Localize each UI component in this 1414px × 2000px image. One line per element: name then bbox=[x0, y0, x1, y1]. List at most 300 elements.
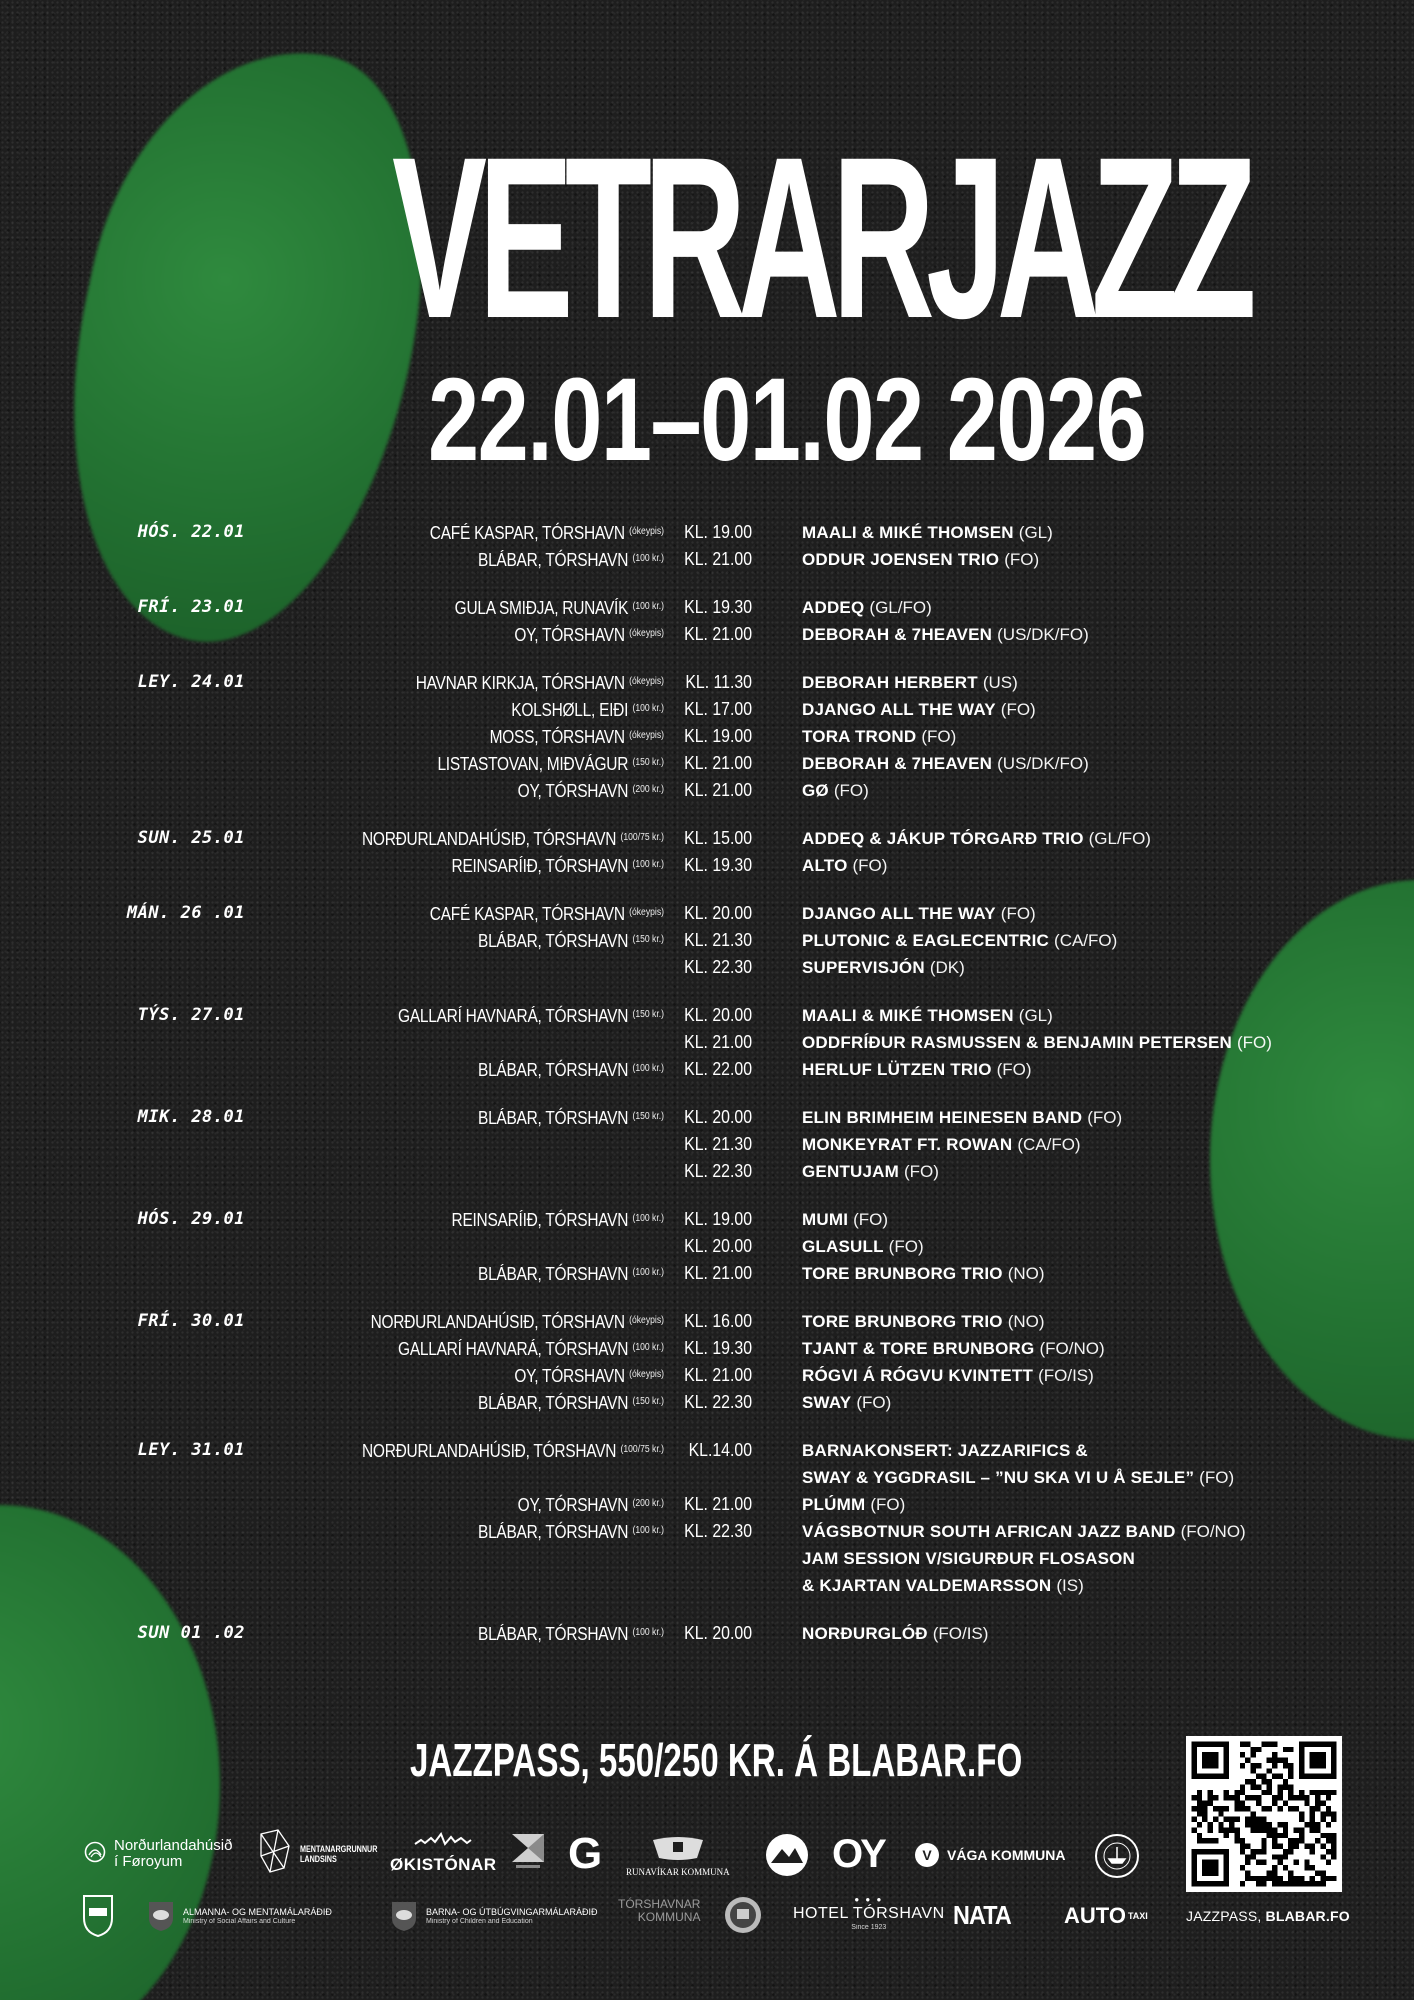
concert-time: KL. 21.00 bbox=[684, 1263, 752, 1283]
concert-time: KL. 20.00 bbox=[684, 903, 752, 923]
ticket-price: (ókeypis) bbox=[629, 1315, 664, 1326]
sponsor-hotel-hafnia bbox=[1094, 1833, 1140, 1879]
schedule-day bbox=[0, 1308, 1414, 1416]
schedule-day bbox=[0, 669, 1414, 804]
concert-time: KL. 21.30 bbox=[684, 930, 752, 950]
artist-cell bbox=[802, 1056, 1032, 1083]
concert-time: KL. 21.30 bbox=[684, 1134, 752, 1154]
artist-name: PLUTONIC & EAGLECENTRIC bbox=[802, 931, 1050, 950]
artist-country: (NO) bbox=[1007, 1312, 1045, 1331]
artist-country: (GL/FO) bbox=[869, 598, 932, 617]
ticket-price: (150 kr.) bbox=[632, 757, 664, 768]
venue-name: NORÐURLANDAHÚSIÐ, TÓRSHAVN bbox=[361, 1441, 617, 1461]
concert-row bbox=[0, 1206, 1414, 1233]
ticket-price: (100 kr.) bbox=[632, 859, 664, 870]
kk-logo-icon bbox=[512, 1834, 544, 1870]
artist-name: MUMI bbox=[802, 1210, 849, 1229]
day-label: MIK. 28.01 bbox=[137, 1107, 245, 1127]
concert-row bbox=[0, 696, 1414, 723]
sponsor-kk-logo bbox=[512, 1834, 544, 1870]
sponsor-barna-og-utbugvingarmalaradid: BARNA- OG ÚTBÚGVINGARMÁLARÁÐIÐ Ministry of Children and Education bbox=[390, 1900, 598, 1932]
artist-cell bbox=[802, 1518, 1246, 1545]
artist-cell bbox=[802, 1002, 1053, 1029]
venue-cell bbox=[93, 899, 664, 928]
concert-time: KL. 21.00 bbox=[684, 753, 752, 773]
sponsor-nordurlandahusid: Norðurlandahúsið í Føroyum bbox=[84, 1838, 232, 1870]
artist-cell bbox=[802, 927, 1117, 954]
sponsor-almanna-og-mentamalaradid: ALMANNA- OG MENTAMÁLARÁÐIÐ Ministry of Social Affairs and Culture bbox=[147, 1900, 332, 1932]
soundwave-icon bbox=[413, 1832, 473, 1853]
day-label: FRÍ. 23.01 bbox=[137, 597, 245, 617]
concert-row bbox=[0, 1389, 1414, 1416]
concert-row bbox=[0, 621, 1414, 648]
artist-country: (FO) bbox=[1000, 904, 1036, 923]
artist-cell bbox=[802, 1389, 891, 1416]
sponsor-runavikar-kommuna: RUNAVÍKAR KOMMUNA bbox=[626, 1836, 730, 1877]
artist-name: ODDUR JOENSEN TRIO bbox=[802, 550, 1000, 569]
concert-time: KL. 22.30 bbox=[684, 1521, 752, 1541]
artist-cell bbox=[802, 1464, 1234, 1491]
municipal-crest-icon bbox=[78, 1894, 118, 1938]
concert-time: KL. 22.00 bbox=[684, 1059, 752, 1079]
concert-row bbox=[0, 1056, 1414, 1083]
artist-name: ADDEQ bbox=[802, 598, 865, 617]
concert-row bbox=[0, 594, 1414, 621]
artist-cell bbox=[802, 825, 1151, 852]
jazzpass-qr-code[interactable] bbox=[1186, 1736, 1342, 1892]
artist-cell bbox=[802, 669, 1018, 696]
artist-country: (NO) bbox=[1007, 1264, 1045, 1283]
artist-country: (FO) bbox=[870, 1495, 906, 1514]
artist-country: (GL) bbox=[1018, 1006, 1053, 1025]
sponsor-auto-taxi: AUTO TAXI bbox=[1064, 1903, 1148, 1928]
venue-cell bbox=[93, 1259, 664, 1288]
concert-row bbox=[0, 1131, 1414, 1158]
artist-country: (FO) bbox=[856, 1393, 892, 1412]
venue-cell bbox=[93, 1544, 664, 1573]
artist-country: (CA/FO) bbox=[1017, 1135, 1081, 1154]
artist-cell bbox=[802, 1233, 924, 1260]
ticket-price: (100/75 kr.) bbox=[620, 1444, 664, 1455]
artist-country: (FO) bbox=[1237, 1033, 1272, 1052]
concert-row bbox=[0, 546, 1414, 573]
venue-cell bbox=[93, 593, 664, 622]
concert-schedule bbox=[0, 519, 1414, 1668]
artist-country: (FO/NO) bbox=[1180, 1522, 1246, 1541]
concert-row bbox=[0, 1233, 1414, 1260]
artist-country: (FO) bbox=[904, 1162, 939, 1181]
concert-row bbox=[0, 669, 1414, 696]
venue-name: REINSARÍIÐ, TÓRSHAVN bbox=[451, 1210, 629, 1230]
concert-row bbox=[0, 1335, 1414, 1362]
ticket-price: (100 kr.) bbox=[632, 1213, 664, 1224]
artist-country: (FO/NO) bbox=[1039, 1339, 1105, 1358]
concert-time: KL. 21.00 bbox=[684, 1032, 752, 1052]
sponsor-round-seal bbox=[724, 1896, 762, 1934]
artist-cell bbox=[802, 1362, 1094, 1389]
day-label: HÓS. 29.01 bbox=[137, 1209, 245, 1229]
ticket-price: (100 kr.) bbox=[632, 601, 664, 612]
mountain-circle-icon bbox=[765, 1833, 809, 1877]
artist-name: GØ bbox=[802, 781, 829, 800]
concert-row bbox=[0, 1158, 1414, 1185]
round-seal-icon bbox=[724, 1896, 762, 1934]
artist-name: GLASULL bbox=[802, 1237, 884, 1256]
artist-name: ADDEQ & JÁKUP TÓRGARÐ TRIO bbox=[802, 829, 1084, 848]
artist-name: HERLUF LÜTZEN TRIO bbox=[802, 1060, 992, 1079]
venue-cell bbox=[93, 668, 664, 697]
ticket-price: (ókeypis) bbox=[629, 1369, 664, 1380]
artist-country: (GL/FO) bbox=[1088, 829, 1151, 848]
concert-row bbox=[0, 927, 1414, 954]
artist-cell bbox=[802, 1206, 888, 1233]
jazzpass-banner: JAZZPASS, 550/250 KR. Á BLABAR.FO bbox=[410, 1734, 1023, 1786]
artist-country: (FO) bbox=[888, 1237, 924, 1256]
ticket-price: (ókeypis) bbox=[629, 526, 664, 537]
ticket-price: (100 kr.) bbox=[632, 1342, 664, 1353]
three-dots-icon: ● ● ● bbox=[854, 1895, 884, 1904]
concert-time: KL. 19.00 bbox=[684, 1209, 752, 1229]
concert-row bbox=[0, 1260, 1414, 1287]
schedule-day bbox=[0, 1206, 1414, 1287]
venue-name: CAFÉ KASPAR, TÓRSHAVN bbox=[429, 523, 625, 543]
artist-cell bbox=[802, 723, 956, 750]
concert-time: KL. 21.00 bbox=[684, 780, 752, 800]
artist-country: (FO/IS) bbox=[1038, 1366, 1094, 1385]
venue-cell bbox=[93, 851, 664, 880]
artist-country: (FO) bbox=[1087, 1108, 1123, 1127]
artist-name: DEBORAH & 7HEAVEN bbox=[802, 625, 993, 644]
sponsor-hotel-torshavn: ● ● ● HOTEL TÓRSHAVN Since 1923 bbox=[793, 1895, 945, 1931]
artist-name: JAM SESSION V/SIGURÐUR FLOSASON bbox=[802, 1549, 1136, 1568]
sponsor-vaga-kommuna: V VÁGA KOMMUNA bbox=[915, 1843, 1065, 1867]
venue-cell bbox=[93, 1388, 664, 1417]
schedule-day bbox=[0, 1002, 1414, 1083]
concert-time: KL. 22.30 bbox=[684, 1161, 752, 1181]
concert-time: KL. 20.00 bbox=[684, 1107, 752, 1127]
schedule-day bbox=[0, 1437, 1414, 1599]
concert-time: KL. 11.30 bbox=[685, 672, 752, 692]
concert-time: KL. 15.00 bbox=[684, 828, 752, 848]
venue-cell bbox=[93, 776, 664, 805]
artist-name: & KJARTAN VALDEMARSSON bbox=[802, 1576, 1052, 1595]
concert-time: KL. 21.00 bbox=[684, 624, 752, 644]
artist-name: GENTUJAM bbox=[802, 1162, 899, 1181]
venue-name: GALLARÍ HAVNARÁ, TÓRSHAVN bbox=[398, 1006, 629, 1026]
artist-cell bbox=[802, 1260, 1045, 1287]
venue-cell bbox=[93, 1490, 664, 1519]
artist-cell bbox=[802, 1308, 1045, 1335]
sponsor-torshavnar-kommuna: TÓRSHAVNAR KOMMUNA bbox=[618, 1897, 701, 1924]
sponsor-nata: NATA bbox=[953, 1900, 1011, 1930]
concert-row bbox=[0, 1464, 1414, 1491]
qr-caption: JAZZPASS, BLABAR.FO bbox=[1186, 1908, 1350, 1924]
artist-name: RÓGVI Á RÓGVU KVINTETT bbox=[802, 1366, 1034, 1385]
ram-shield-icon bbox=[147, 1900, 175, 1932]
venue-cell bbox=[93, 1571, 664, 1600]
nordic-house-icon bbox=[84, 1841, 106, 1868]
venue-name: CAFÉ KASPAR, TÓRSHAVN bbox=[429, 904, 625, 924]
venue-cell bbox=[93, 1463, 664, 1492]
sponsor-mountain-logo bbox=[765, 1833, 809, 1877]
day-label: LEY. 31.01 bbox=[137, 1440, 245, 1460]
concert-time: KL. 19.30 bbox=[684, 597, 752, 617]
ticket-price: (100 kr.) bbox=[632, 1267, 664, 1278]
artist-name: VÁGSBOTNUR SOUTH AFRICAN JAZZ BAND bbox=[802, 1522, 1176, 1541]
concert-row bbox=[0, 825, 1414, 852]
venue-cell bbox=[93, 1055, 664, 1084]
artist-cell bbox=[802, 594, 932, 621]
concert-row bbox=[0, 750, 1414, 777]
artist-name: NORÐURGLÓÐ bbox=[802, 1624, 928, 1643]
artist-cell bbox=[802, 696, 1036, 723]
venue-name: BLÁBAR, TÓRSHAVN bbox=[477, 1108, 629, 1128]
hotel-hafnia-badge-icon bbox=[1094, 1833, 1140, 1879]
venue-name: OY, TÓRSHAVN bbox=[517, 1495, 629, 1515]
artist-name: MONKEYRAT FT. ROWAN bbox=[802, 1135, 1013, 1154]
concert-row bbox=[0, 852, 1414, 879]
artist-country: (IS) bbox=[1056, 1576, 1084, 1595]
venue-cell bbox=[93, 1436, 664, 1465]
concert-row bbox=[0, 777, 1414, 804]
venue-name: BLÁBAR, TÓRSHAVN bbox=[477, 1624, 629, 1644]
artist-cell bbox=[802, 777, 869, 804]
day-label: MÁN. 26 .01 bbox=[126, 903, 245, 923]
artist-name: TORE BRUNBORG TRIO bbox=[802, 1312, 1003, 1331]
venue-cell bbox=[93, 545, 664, 574]
artist-name: PLÚMM bbox=[802, 1495, 866, 1514]
ticket-price: (100 kr.) bbox=[632, 1525, 664, 1536]
artist-cell bbox=[802, 621, 1089, 648]
artist-name: DJANGO ALL THE WAY bbox=[802, 700, 996, 719]
schedule-day bbox=[0, 519, 1414, 573]
concert-row bbox=[0, 900, 1414, 927]
artist-country: (DK) bbox=[929, 958, 965, 977]
artist-cell bbox=[802, 1545, 1140, 1572]
artist-cell bbox=[802, 900, 1036, 927]
artist-name: BARNAKONSERT: JAZZARIFICS & bbox=[802, 1441, 1088, 1460]
concert-time: KL. 19.00 bbox=[684, 522, 752, 542]
artist-country: (FO) bbox=[1004, 550, 1040, 569]
venue-name: GULA SMIÐJA, RUNAVÍK bbox=[454, 598, 629, 618]
venue-name: MOSS, TÓRSHAVN bbox=[489, 727, 625, 747]
ticket-price: (150 kr.) bbox=[632, 1009, 664, 1020]
venue-cell bbox=[93, 1361, 664, 1390]
mentanargrunnur-logo-icon bbox=[258, 1828, 292, 1879]
concert-row bbox=[0, 1308, 1414, 1335]
concert-row bbox=[0, 1029, 1414, 1056]
artist-cell bbox=[802, 1572, 1084, 1599]
day-label: HÓS. 22.01 bbox=[137, 522, 245, 542]
venue-name: REINSARÍIÐ, TÓRSHAVN bbox=[451, 856, 629, 876]
artist-cell bbox=[802, 546, 1039, 573]
ticket-price: (100 kr.) bbox=[632, 703, 664, 714]
artist-name: DEBORAH HERBERT bbox=[802, 673, 978, 692]
sponsor-mentanargrunnur: MENTANARGRUNNUR LANDSINS bbox=[258, 1828, 397, 1879]
venue-cell bbox=[93, 953, 664, 982]
artist-cell bbox=[802, 1620, 988, 1647]
venue-cell bbox=[93, 1334, 664, 1363]
artist-country: (US) bbox=[982, 673, 1018, 692]
venue-cell bbox=[93, 1307, 664, 1336]
concert-row bbox=[0, 723, 1414, 750]
ticket-price: (200 kr.) bbox=[632, 1498, 664, 1509]
artist-country: (US/DK/FO) bbox=[997, 754, 1089, 773]
artist-name: ODDFRÍÐUR RASMUSSEN & BENJAMIN PETERSEN bbox=[802, 1033, 1233, 1052]
concert-time: KL. 20.00 bbox=[684, 1236, 752, 1256]
day-label: SUN 01 .02 bbox=[137, 1623, 245, 1643]
ticket-price: (150 kr.) bbox=[632, 1396, 664, 1407]
concert-time: KL.14.00 bbox=[688, 1440, 752, 1460]
artist-cell bbox=[802, 519, 1053, 546]
concert-time: KL. 20.00 bbox=[684, 1005, 752, 1025]
festival-title: VETRARJAZZ bbox=[392, 109, 1248, 366]
concert-row bbox=[0, 1002, 1414, 1029]
venue-cell bbox=[93, 749, 664, 778]
concert-time: KL. 16.00 bbox=[684, 1311, 752, 1331]
venue-cell bbox=[93, 1205, 664, 1234]
venue-name: OY, TÓRSHAVN bbox=[514, 1366, 625, 1386]
artist-country: (GL) bbox=[1018, 523, 1053, 542]
concert-time: KL. 19.30 bbox=[684, 855, 752, 875]
venue-name: BLÁBAR, TÓRSHAVN bbox=[477, 1264, 629, 1284]
artist-cell bbox=[802, 954, 965, 981]
artist-name: MAALI & MIKÉ THOMSEN bbox=[802, 1006, 1014, 1025]
artist-country: (FO) bbox=[833, 781, 869, 800]
artist-name: TORA TROND bbox=[802, 727, 917, 746]
venue-cell bbox=[93, 1130, 664, 1159]
artist-name: DJANGO ALL THE WAY bbox=[802, 904, 996, 923]
ticket-price: (100 kr.) bbox=[632, 1627, 664, 1638]
artist-cell bbox=[802, 852, 887, 879]
artist-cell bbox=[802, 1491, 905, 1518]
artist-name: DEBORAH & 7HEAVEN bbox=[802, 754, 993, 773]
artist-name: ALTO bbox=[802, 856, 848, 875]
venue-name: BLÁBAR, TÓRSHAVN bbox=[477, 1522, 629, 1542]
artist-country: (FO) bbox=[996, 1060, 1032, 1079]
concert-row bbox=[0, 519, 1414, 546]
concert-time: KL. 21.00 bbox=[684, 1365, 752, 1385]
artist-cell bbox=[802, 1335, 1105, 1362]
venue-cell bbox=[93, 1232, 664, 1261]
venue-cell bbox=[93, 518, 664, 547]
venue-cell bbox=[93, 722, 664, 751]
venue-name: NORÐURLANDAHÚSIÐ, TÓRSHAVN bbox=[370, 1312, 625, 1332]
sponsor-municipal-crest bbox=[78, 1894, 118, 1938]
artist-name: SWAY & YGGDRASIL – ”NU SKA VI U Å SEJLE” bbox=[802, 1468, 1195, 1487]
artist-name: SWAY bbox=[802, 1393, 852, 1412]
venue-cell bbox=[93, 695, 664, 724]
schedule-day bbox=[0, 825, 1414, 879]
venue-name: HAVNAR KIRKJA, TÓRSHAVN bbox=[415, 673, 625, 693]
ticket-price: (100/75 kr.) bbox=[620, 832, 664, 843]
concert-time: KL. 21.00 bbox=[684, 1494, 752, 1514]
venue-name: GALLARÍ HAVNARÁ, TÓRSHAVN bbox=[398, 1339, 629, 1359]
concert-time: KL. 22.30 bbox=[684, 957, 752, 977]
schedule-day bbox=[0, 900, 1414, 981]
artist-country: (FO) bbox=[1199, 1468, 1235, 1487]
venue-cell bbox=[93, 1028, 664, 1057]
day-label: FRÍ. 30.01 bbox=[137, 1311, 245, 1331]
sponsor-oy: OY bbox=[832, 1832, 884, 1876]
runavik-crest-icon bbox=[651, 1836, 705, 1865]
blabar-link[interactable]: BLABAR.FO bbox=[1265, 1908, 1350, 1924]
concert-row bbox=[0, 1104, 1414, 1131]
artist-cell bbox=[802, 1131, 1081, 1158]
artist-country: (FO) bbox=[1000, 700, 1036, 719]
artist-name: MAALI & MIKÉ THOMSEN bbox=[802, 523, 1014, 542]
ticket-price: (ókeypis) bbox=[629, 730, 664, 741]
venue-name: BLÁBAR, TÓRSHAVN bbox=[477, 550, 629, 570]
artist-name: TORE BRUNBORG TRIO bbox=[802, 1264, 1003, 1283]
sponsor-g-logo bbox=[568, 1829, 603, 1878]
artist-country: (US/DK/FO) bbox=[997, 625, 1089, 644]
concert-row bbox=[0, 1572, 1414, 1599]
artist-name: SUPERVISJÓN bbox=[802, 958, 925, 977]
sponsor-okistonar: ØKISTÓNAR bbox=[390, 1832, 497, 1875]
venue-name: BLÁBAR, TÓRSHAVN bbox=[477, 1060, 629, 1080]
concert-row bbox=[0, 1620, 1414, 1647]
artist-country: (CA/FO) bbox=[1054, 931, 1118, 950]
concert-row bbox=[0, 1362, 1414, 1389]
g-logo-icon: G bbox=[568, 1829, 603, 1878]
day-label: SUN. 25.01 bbox=[137, 828, 245, 848]
venue-name: BLÁBAR, TÓRSHAVN bbox=[477, 931, 629, 951]
venue-cell bbox=[93, 824, 664, 853]
venue-name: OY, TÓRSHAVN bbox=[517, 781, 629, 801]
artist-cell bbox=[802, 750, 1089, 777]
ticket-price: (100 kr.) bbox=[632, 553, 664, 564]
schedule-day bbox=[0, 1104, 1414, 1185]
concert-row bbox=[0, 1545, 1414, 1572]
concert-row bbox=[0, 954, 1414, 981]
ticket-price: (200 kr.) bbox=[632, 784, 664, 795]
concert-row bbox=[0, 1437, 1414, 1464]
concert-time: KL. 20.00 bbox=[684, 1623, 752, 1643]
ticket-price: (ókeypis) bbox=[629, 676, 664, 687]
venue-name: LISTASTOVAN, MIÐVÁGUR bbox=[437, 754, 629, 774]
concert-time: KL. 22.30 bbox=[684, 1392, 752, 1412]
concert-time: KL. 17.00 bbox=[684, 699, 752, 719]
artist-cell bbox=[802, 1158, 939, 1185]
day-label: TÝS. 27.01 bbox=[137, 1005, 245, 1025]
vaga-v-icon: V bbox=[915, 1843, 939, 1867]
artist-country: (FO) bbox=[853, 1210, 889, 1229]
venue-cell bbox=[93, 1157, 664, 1186]
artist-country: (FO) bbox=[852, 856, 888, 875]
venue-cell bbox=[93, 1517, 664, 1546]
venue-cell bbox=[93, 1619, 664, 1648]
ticket-price: (ókeypis) bbox=[629, 907, 664, 918]
artist-cell bbox=[802, 1029, 1272, 1056]
venue-cell bbox=[93, 620, 664, 649]
venue-cell bbox=[93, 1001, 664, 1030]
concert-time: KL. 19.30 bbox=[684, 1338, 752, 1358]
venue-name: KOLSHØLL, EIÐI bbox=[511, 700, 629, 720]
artist-cell bbox=[802, 1104, 1122, 1131]
ram-shield-icon bbox=[390, 1900, 418, 1932]
concert-time: KL. 21.00 bbox=[684, 549, 752, 569]
festival-date-range: 22.01–01.02 2026 bbox=[428, 354, 1146, 486]
schedule-day bbox=[0, 1620, 1414, 1647]
artist-name: TJANT & TORE BRUNBORG bbox=[802, 1339, 1035, 1358]
artist-country: (FO) bbox=[921, 727, 957, 746]
concert-row bbox=[0, 1518, 1414, 1545]
concert-time: KL. 19.00 bbox=[684, 726, 752, 746]
ticket-price: (150 kr.) bbox=[632, 934, 664, 945]
venue-name: NORÐURLANDAHÚSIÐ, TÓRSHAVN bbox=[361, 829, 617, 849]
venue-name: OY, TÓRSHAVN bbox=[514, 625, 625, 645]
